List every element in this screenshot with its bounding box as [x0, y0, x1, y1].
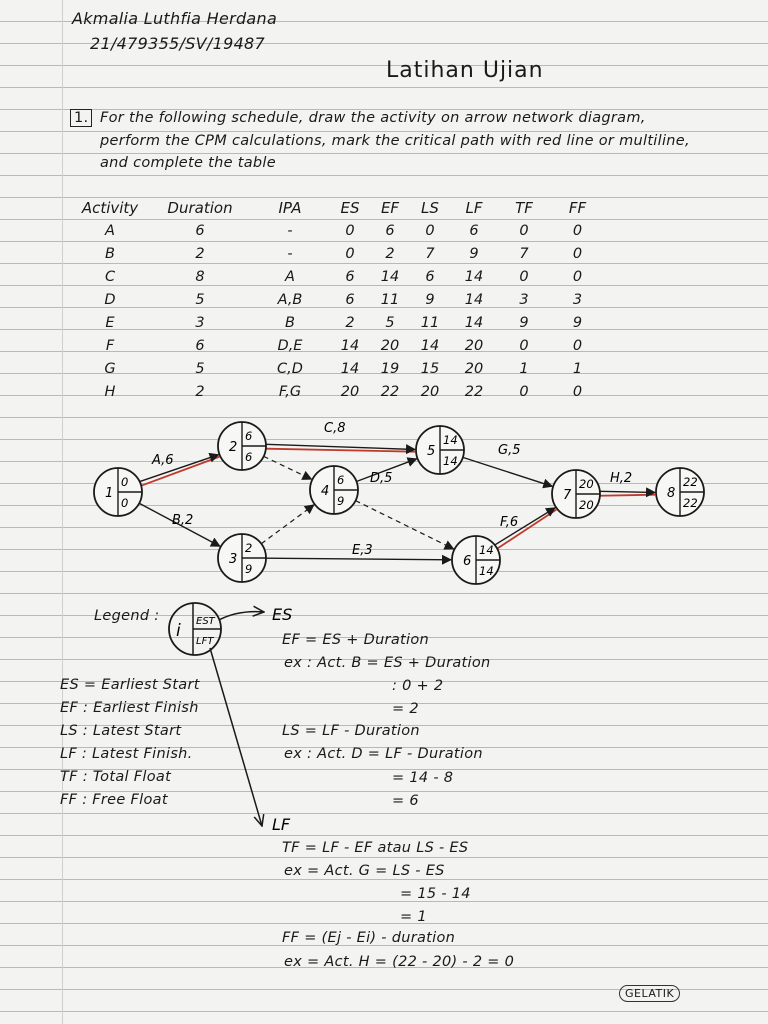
table-cell: 20	[464, 337, 484, 354]
activity-arrow	[266, 444, 415, 451]
node-lf: 22	[683, 496, 698, 510]
activity-label: F,6	[500, 515, 519, 530]
node-id: 1	[105, 486, 114, 501]
table-cell: 20	[464, 360, 484, 377]
table-cell: C	[104, 268, 116, 285]
table-cell: 14	[380, 268, 400, 285]
activity-label: D,5	[370, 471, 393, 486]
table-cell: F,G	[278, 383, 302, 400]
dummy-arrow	[356, 501, 454, 549]
table-cell: 1	[519, 360, 529, 377]
table-cell: 14	[420, 337, 440, 354]
node-id: 3	[229, 552, 238, 567]
table-cell: 20	[420, 383, 440, 400]
activity-label: G,5	[498, 443, 521, 458]
formula-tf-2: ex = Act. G = LS - ES	[284, 863, 445, 879]
page-title: Latihan Ujian	[386, 58, 544, 83]
legend-es-label: ES	[272, 605, 293, 624]
table-row	[70, 334, 605, 357]
definition-es: ES = Earliest Start	[60, 677, 200, 693]
formula-ls-1: LS = LF - Duration	[282, 723, 420, 739]
table-cell: H	[104, 383, 116, 400]
student-name: Akmalia Luthfia Herdana	[72, 9, 278, 28]
node-id: 5	[427, 444, 436, 459]
definition-ls: LS : Latest Start	[60, 723, 182, 739]
activity-label: E,3	[352, 543, 373, 558]
formula-ls-2: ex : Act. D = LF - Duration	[284, 746, 483, 762]
table-cell: A	[105, 222, 115, 239]
node-es: 14	[479, 543, 494, 557]
table-cell: 14	[340, 337, 360, 354]
node-es: 6	[337, 473, 345, 487]
table-cell: 6	[195, 222, 205, 239]
table-row	[70, 380, 605, 403]
node-id: 2	[229, 440, 238, 455]
table-cell: 14	[340, 360, 360, 377]
activity-label: A,6	[152, 453, 174, 468]
table-cell: 14	[464, 291, 484, 308]
table-cell: A,B	[277, 291, 303, 308]
dummy-arrow	[264, 456, 312, 479]
table-cell: 0	[345, 245, 355, 262]
col-header: IPA	[278, 198, 302, 217]
table-cell: 14	[464, 268, 484, 285]
table-cell: 15	[420, 360, 440, 377]
legend-node-est: EST	[196, 616, 215, 627]
activity-label: B,2	[172, 513, 194, 528]
table-cell: 2	[195, 245, 205, 262]
node-es: 20	[579, 477, 594, 491]
student-id: 21/479355/SV/19487	[90, 34, 266, 53]
node-lf: 20	[579, 498, 594, 512]
legend-es-arrow	[219, 612, 264, 620]
table-cell: 2	[385, 245, 395, 262]
table-cell: 6	[345, 268, 355, 285]
formula-tf-3: = 15 - 14	[400, 886, 471, 902]
table-cell: 1	[572, 360, 583, 377]
table-cell: -	[287, 245, 293, 262]
network-node	[218, 422, 266, 470]
network-node	[94, 468, 142, 516]
table-cell: 5	[385, 314, 395, 331]
table-cell: 0	[519, 268, 529, 285]
schedule-table	[70, 196, 605, 403]
legend-title: Legend :	[94, 608, 160, 624]
table-cell: 11	[420, 314, 440, 331]
table-cell: 2	[345, 314, 355, 331]
table-cell: F	[105, 337, 115, 354]
node-lf: 0	[121, 496, 129, 510]
formula-ff-1: FF = (Ej - Ei) - duration	[282, 930, 456, 946]
table-cell: 6	[469, 222, 479, 239]
col-header: EF	[380, 198, 400, 217]
table-cell: 6	[425, 268, 435, 285]
network-node	[416, 426, 464, 474]
question-line-3: and complete the table	[100, 155, 276, 171]
node-lf: 14	[479, 564, 494, 578]
network-node	[452, 536, 500, 584]
table-cell: 20	[340, 383, 360, 400]
node-lf: 9	[245, 562, 253, 576]
node-es: 0	[121, 475, 129, 489]
table-cell: 0	[519, 383, 529, 400]
table-cell: 0	[425, 222, 435, 239]
formula-ef-3: : 0 + 2	[392, 678, 444, 694]
table-cell: 0	[572, 245, 583, 262]
table-cell: 0	[345, 222, 355, 239]
table-row	[70, 265, 605, 288]
table-cell: 0	[572, 383, 583, 400]
legend-lf-label: LF	[272, 815, 291, 834]
table-cell: C,D	[277, 360, 303, 377]
table-cell: 0	[519, 337, 529, 354]
table-cell: 5	[195, 360, 205, 377]
definition-lf: LF : Latest Finish.	[60, 746, 193, 762]
legend-node-lft: LFT	[196, 636, 214, 647]
table-cell: 9	[519, 314, 529, 331]
activity-label: C,8	[324, 421, 346, 436]
network-node	[656, 468, 704, 516]
definition-tf: TF : Total Float	[60, 769, 172, 785]
table-cell: D	[104, 291, 116, 308]
node-id: 8	[667, 486, 676, 501]
table-row	[70, 242, 605, 265]
table-cell: 6	[385, 222, 395, 239]
activity-label: H,2	[610, 471, 633, 486]
activity-arrow	[266, 558, 451, 560]
col-header: LS	[421, 198, 439, 217]
definition-ef: EF : Earliest Finish	[60, 700, 199, 716]
col-header: Duration	[167, 198, 233, 217]
table-row	[70, 219, 605, 242]
table-cell: D,E	[277, 337, 303, 354]
table-cell: 6	[345, 291, 355, 308]
node-es: 14	[443, 433, 458, 447]
formula-ef-2: ex : Act. B = ES + Duration	[284, 655, 491, 671]
node-es: 22	[683, 475, 698, 489]
formula-tf-4: = 1	[400, 909, 427, 925]
table-cell: 11	[380, 291, 400, 308]
formula-ef-1: EF = ES + Duration	[282, 632, 429, 648]
table-cell: 0	[572, 337, 583, 354]
node-id: 7	[563, 488, 572, 503]
col-header: TF	[515, 198, 533, 217]
col-header: ES	[340, 198, 360, 217]
table-cell: A	[285, 268, 295, 285]
col-header: LF	[465, 198, 483, 217]
activity-arrow	[600, 491, 655, 495]
table-cell: 9	[572, 314, 583, 331]
table-cell: 9	[469, 245, 479, 262]
table-cell: -	[287, 222, 293, 239]
node-lf: 14	[443, 454, 458, 468]
table-cell: 22	[380, 383, 400, 400]
table-cell: 6	[195, 337, 205, 354]
table-cell: B	[285, 314, 295, 331]
table-row	[70, 311, 605, 334]
table-cell: 3	[572, 291, 583, 308]
network-node	[310, 466, 358, 514]
question-number: 1.	[70, 110, 92, 126]
question-line-1: For the following schedule, draw the activity on arrow network diagram,	[100, 110, 646, 126]
table-cell: 0	[572, 268, 583, 285]
table-header-row	[70, 196, 605, 219]
col-header: Activity	[81, 198, 139, 217]
formula-tf-1: TF = LF - EF atau LS - ES	[282, 840, 469, 856]
network-diagram	[0, 418, 768, 588]
table-cell: 7	[425, 245, 435, 262]
dummy-arrow	[261, 505, 314, 544]
node-es: 2	[245, 541, 253, 555]
table-row	[70, 288, 605, 311]
node-lf: 9	[337, 494, 345, 508]
table-cell: 8	[195, 268, 205, 285]
network-node	[218, 534, 266, 582]
formula-ff-2: ex = Act. H = (22 - 20) - 2 = 0	[284, 954, 515, 970]
table-cell: 0	[572, 222, 583, 239]
node-lf: 6	[245, 450, 253, 464]
node-id: 6	[463, 554, 472, 569]
notebook-brand-badge: GELATIK	[619, 985, 680, 1002]
legend-node-i: i	[176, 621, 181, 641]
table-cell: 14	[464, 314, 484, 331]
table-cell: 19	[380, 360, 400, 377]
table-cell: G	[104, 360, 116, 377]
table-cell: B	[105, 245, 115, 262]
formula-ef-4: = 2	[392, 701, 419, 717]
node-es: 6	[245, 429, 253, 443]
col-header: FF	[568, 198, 587, 217]
definition-ff: FF : Free Float	[60, 792, 168, 808]
table-cell: 9	[425, 291, 435, 308]
legend-lf-arrow	[210, 648, 262, 826]
table-cell: 3	[195, 314, 205, 331]
activity-arrow	[463, 457, 552, 486]
formula-ls-4: = 6	[392, 793, 419, 809]
node-id: 4	[321, 484, 330, 499]
formula-ls-3: = 14 - 8	[392, 770, 454, 786]
table-cell: 20	[380, 337, 400, 354]
table-cell: E	[105, 314, 115, 331]
question-line-2: perform the CPM calculations, mark the critical path with red line or multiline,	[100, 133, 690, 149]
table-cell: 3	[519, 291, 529, 308]
table-cell: 2	[195, 383, 205, 400]
network-node	[552, 470, 600, 518]
table-cell: 5	[195, 291, 205, 308]
table-row	[70, 357, 605, 380]
table-cell: 0	[519, 222, 529, 239]
table-cell: 7	[519, 245, 529, 262]
table-cell: 22	[464, 383, 484, 400]
